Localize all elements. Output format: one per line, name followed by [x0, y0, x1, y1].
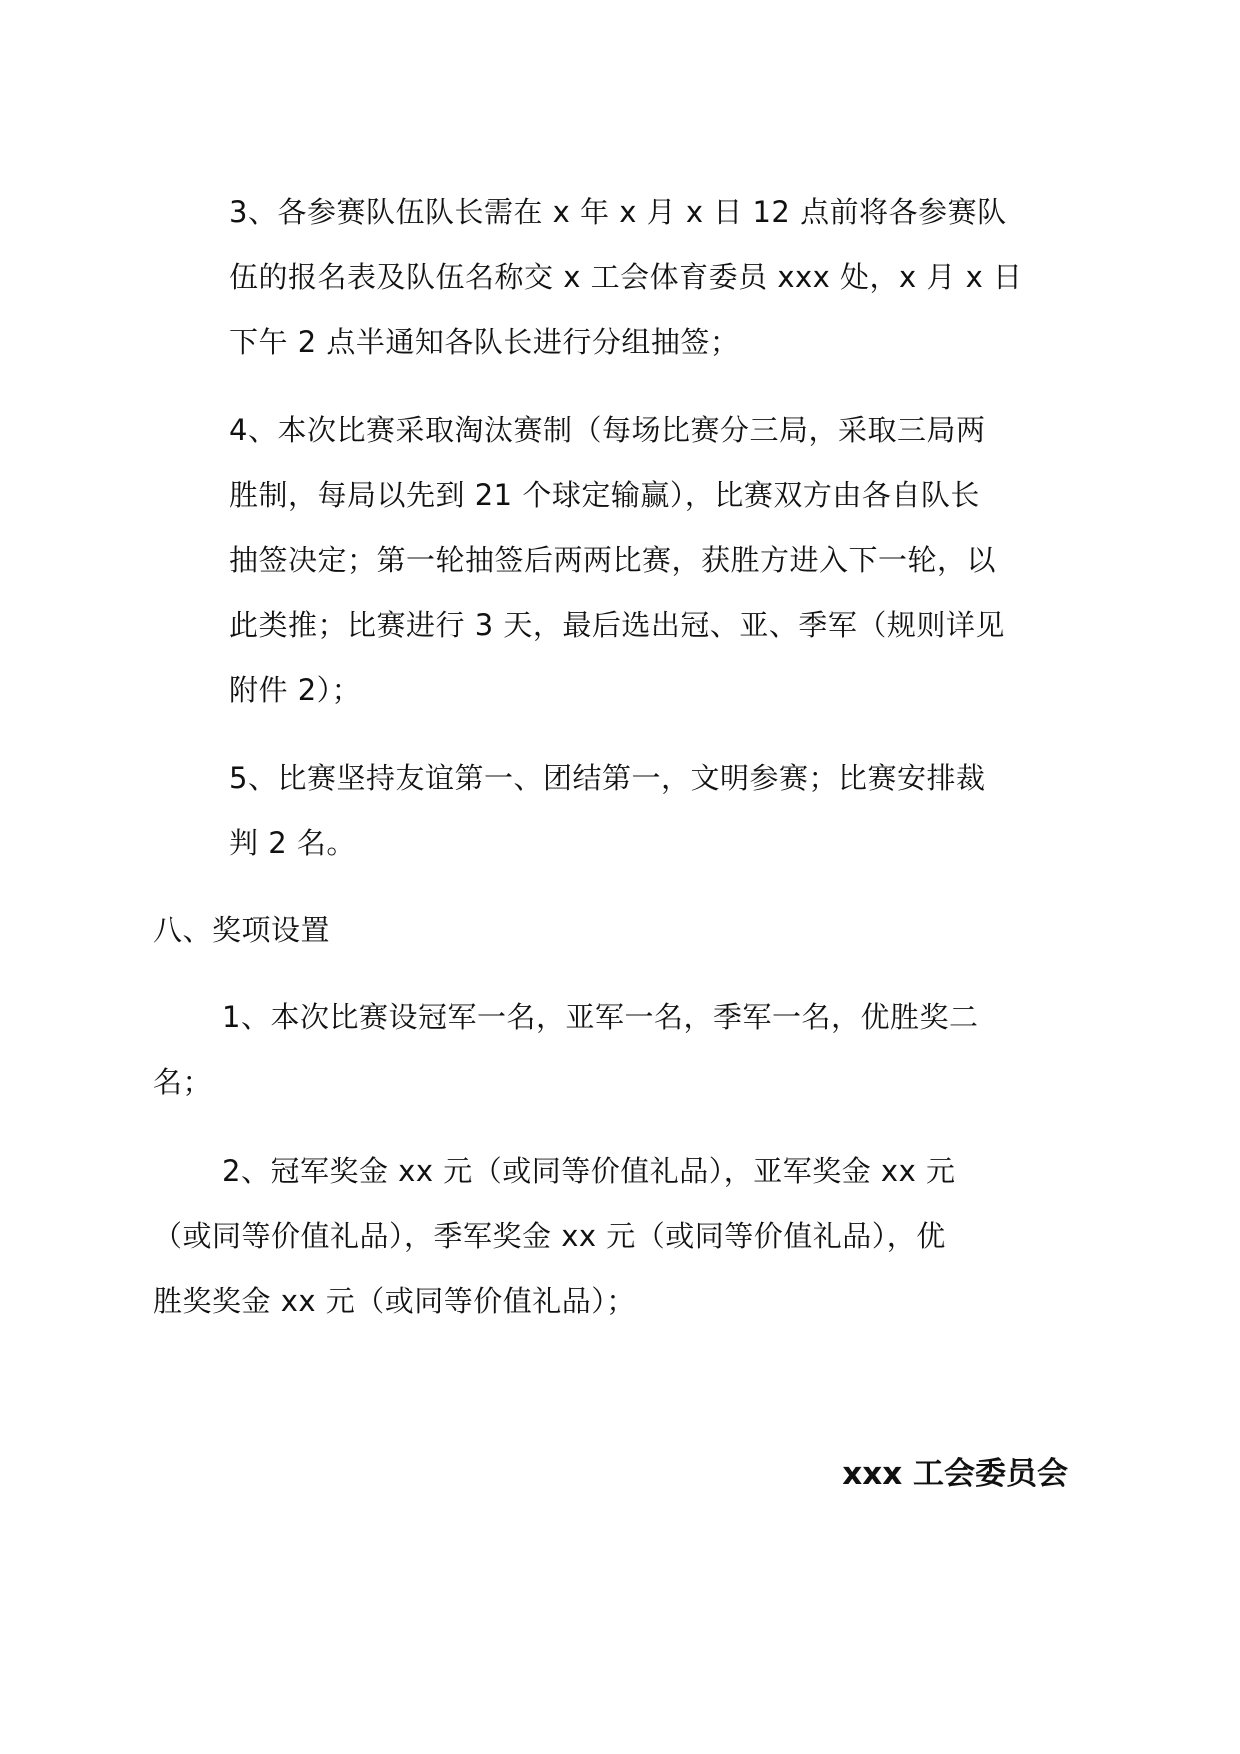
section-8-heading [153, 898, 330, 963]
item-4-line-5: 附件 2）； [229, 673, 362, 707]
item-5-line-1: 5、比赛坚持友谊第一、团结第一，文明参赛；比赛安排裁 [229, 761, 986, 795]
item-4-line-4: 此类推；比赛进行 3 天，最后选出冠、亚、季军（规则详见 [229, 608, 1005, 642]
award-1-line-2: 名； [153, 1065, 213, 1099]
award-2-line-1: 2、冠军奖金 xx 元（或同等价值礼品），亚军奖金 xx 元 [222, 1154, 956, 1188]
item-5-paragraph [229, 746, 985, 876]
item-4-line-1: 4、本次比赛采取淘汰赛制（每场比赛分三局，采取三局两 [229, 413, 986, 447]
item-3-line-1: 3、各参赛队伍队长需在 x 年 x 月 x 日 12 点前将各参赛队 [229, 195, 1007, 229]
award-2-paragraph [153, 1139, 955, 1334]
award-2-line-3: 胜奖奖金 xx 元（或同等价值礼品）； [153, 1284, 636, 1318]
item-4-line-3: 抽签决定；第一轮抽签后两两比赛，获胜方进入下一轮，以 [229, 543, 997, 577]
award-2-line-2: （或同等价值礼品），季军奖金 xx 元（或同等价值礼品），优 [153, 1219, 946, 1253]
item-3-line-3: 下午 2 点半通知各队长进行分组抽签； [229, 325, 740, 359]
signature: xxx 工会委员会 [842, 1456, 1068, 1492]
section-8-heading-text: 八、奖项设置 [153, 913, 331, 947]
award-1-line-1: 1、本次比赛设冠军一名，亚军一名，季军一名，优胜奖二 [222, 1000, 979, 1034]
item-4-line-2: 胜制，每局以先到 21 个球定输赢），比赛双方由各自队长 [229, 478, 980, 512]
item-5-line-2: 判 2 名。 [229, 826, 356, 860]
item-4-paragraph [229, 398, 1005, 723]
item-3-paragraph [229, 180, 1023, 375]
item-3-line-2: 伍的报名表及队伍名称交 x 工会体育委员 xxx 处，x 月 x 日 [229, 260, 1023, 294]
award-1-paragraph [153, 985, 978, 1115]
